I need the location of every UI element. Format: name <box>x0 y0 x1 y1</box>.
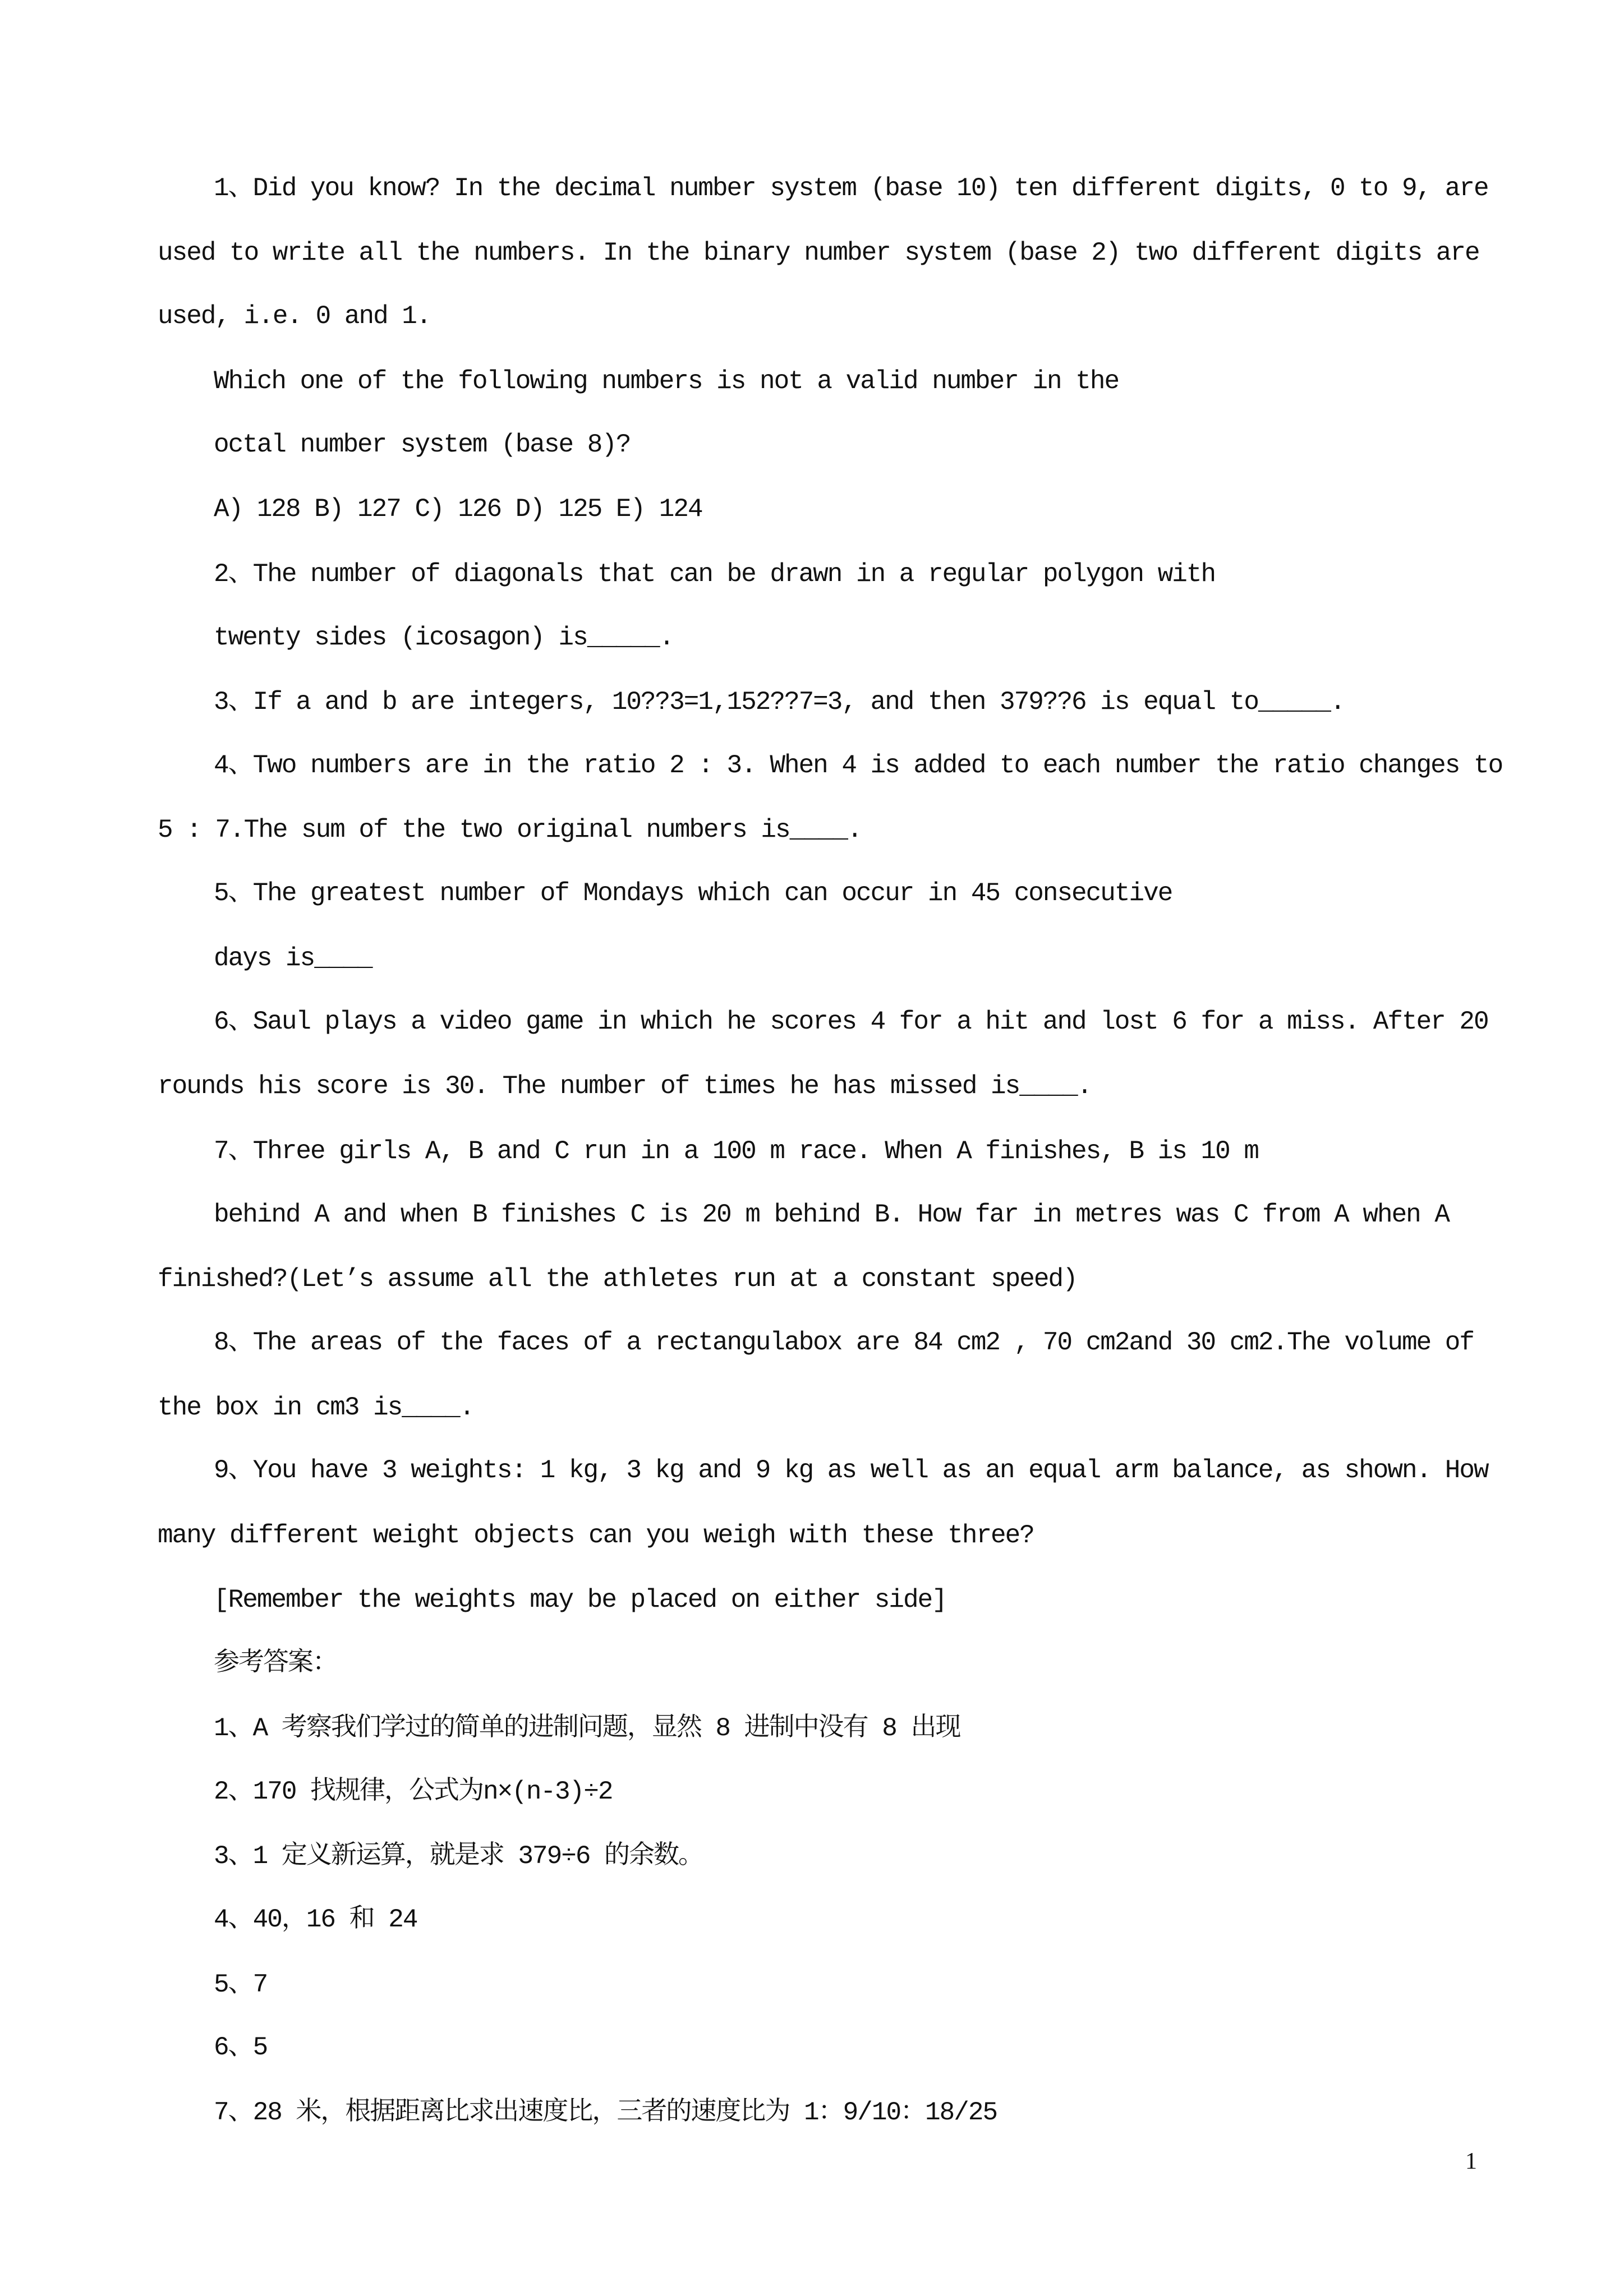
page-number: 1 <box>1465 2149 1477 2174</box>
question-9-line-2: many different weight objects can you weigh with these three? <box>158 1521 1034 1550</box>
question-8-line-2: the box in cm3 is____. <box>158 1393 474 1422</box>
answers-heading: 参考答案： <box>214 1649 337 1678</box>
answer-1: 1、A 考察我们学过的简单的进制问题，显然 8 进制中没有 8 出现 <box>214 1714 960 1743</box>
question-1-line-4: Which one of the following numbers is not a valid number in the <box>214 367 1119 396</box>
question-3-line-1: 3、If a and b are integers, 10??3=1,152??7=3, and then 379??6 is equal to_____. <box>214 688 1345 717</box>
question-7-line-1: 7、Three girls A, B and C run in a 100 m race. When A finishes, B is 10 m <box>214 1137 1258 1166</box>
question-1-line-5: octal number system (base 8)? <box>214 430 631 459</box>
question-7-line-3: finished?(Let’s assume all the athletes run at a constant speed) <box>158 1265 1077 1294</box>
question-1-line-2: used to write all the numbers. In the binary number system (base 2) two different digits are <box>158 238 1479 268</box>
question-5-line-1: 5、The greatest number of Mondays which can occur in 45 consecutive <box>214 879 1172 908</box>
answer-3: 3、1 定义新运算，就是求 379÷6 的余数。 <box>214 1842 703 1871</box>
question-6-line-2: rounds his score is 30. The number of times he has missed is____. <box>158 1072 1092 1101</box>
question-4-line-2: 5 : 7.The sum of the two original numbers is____. <box>158 815 862 845</box>
question-2-line-1: 2、The number of diagonals that can be drawn in a regular polygon with <box>214 560 1216 589</box>
question-7-line-2: behind A and when B finishes C is 20 m behind B. How far in metres was C from A when A <box>214 1200 1449 1229</box>
question-2-line-2: twenty sides (icosagon) is_____. <box>214 623 674 652</box>
answer-4: 4、40，16 和 24 <box>214 1905 417 1934</box>
answer-2: 2、170 找规律，公式为n×(n-3)÷2 <box>214 1777 613 1806</box>
answer-6: 6、5 <box>214 2033 268 2062</box>
question-9-line-1: 9、You have 3 weights: 1 kg, 3 kg and 9 kg as well as an equal arm balance, as shown. How <box>214 1456 1488 1485</box>
answer-5: 5、7 <box>214 1970 268 1999</box>
question-4-line-1: 4、Two numbers are in the ratio 2 : 3. When 4 is added to each number the ratio changes to <box>214 751 1503 780</box>
question-8-line-1: 8、The areas of the faces of a rectangulabox are 84 cm2 , 70 cm2and 30 cm2.The volume of <box>214 1328 1474 1357</box>
question-9-line-3: [Remember the weights may be placed on either side] <box>214 1585 946 1615</box>
question-1-line-3: used, i.e. 0 and 1. <box>158 302 431 331</box>
question-6-line-1: 6、Saul plays a video game in which he scores 4 for a hit and lost 6 for a miss. After 20 <box>214 1007 1488 1036</box>
answer-7: 7、28 米，根据距离比求出速度比，三者的速度比为 1：9/10：18/25 <box>214 2098 997 2127</box>
question-5-line-2: days is____ <box>214 944 372 973</box>
question-1-options: A) 128 B) 127 C) 126 D) 125 E) 124 <box>214 495 702 524</box>
question-1-line-1: 1、Did you know? In the decimal number system (base 10) ten different digits, 0 to 9, are <box>214 174 1488 203</box>
